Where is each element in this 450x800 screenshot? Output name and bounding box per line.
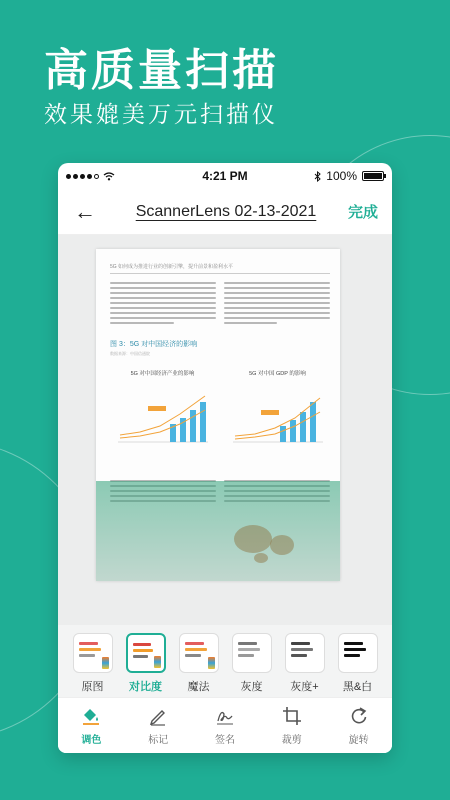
tool-label: 裁剪 — [281, 735, 302, 746]
filter-thumbnail[interactable] — [179, 633, 219, 673]
filter-thumbnail[interactable] — [285, 633, 325, 673]
doc-text-left — [110, 279, 216, 327]
chart-economy-title: 5G 对中国经济产业的影响 — [130, 371, 195, 377]
paint-bucket-icon — [81, 706, 101, 726]
back-arrow-icon[interactable]: ← — [74, 198, 96, 224]
status-bar — [58, 163, 392, 189]
filter-label: 黑&白 — [342, 681, 373, 693]
bluetooth-icon — [314, 171, 321, 182]
filter-thumbnail[interactable] — [126, 633, 166, 673]
filter-original[interactable] — [70, 633, 116, 697]
coffee-stain — [234, 525, 272, 553]
chart-economy-graphic — [110, 380, 210, 450]
chart-gdp — [225, 369, 330, 455]
battery-percent: 100% — [326, 169, 357, 183]
done-button[interactable]: 完成 — [347, 204, 378, 221]
pen-icon — [148, 706, 168, 726]
nav-bar — [58, 189, 392, 235]
filter-label: 灰度 — [240, 681, 263, 693]
doc-header: 5G 如何成为推进行业的创新引擎，提升前景和盈利水平 — [110, 263, 330, 274]
filter-label: 原图 — [81, 681, 104, 693]
filter-thumbnail[interactable] — [73, 633, 113, 673]
filter-black-white[interactable] — [335, 633, 381, 697]
wifi-icon — [103, 172, 115, 181]
coffee-stain — [270, 535, 294, 555]
filter-grayscale-plus[interactable] — [282, 633, 328, 697]
battery-icon — [362, 171, 384, 181]
filter-thumbnail[interactable] — [338, 633, 378, 673]
signature-icon — [215, 706, 235, 726]
figure-source: 数据来源：中国信通院 — [110, 351, 150, 356]
filter-thumbnail[interactable] — [232, 633, 272, 673]
tool-signature[interactable] — [200, 705, 250, 746]
tool-label: 签名 — [214, 735, 235, 746]
document-title[interactable]: ScannerLens 02-13-2021 — [135, 202, 317, 220]
bottom-toolbar — [58, 697, 392, 753]
contrast-preview-overlay — [96, 481, 340, 581]
filter-grayscale[interactable] — [229, 633, 275, 697]
tool-label: 标记 — [148, 735, 169, 746]
tool-markup[interactable] — [133, 705, 183, 746]
tool-label: 旋转 — [348, 735, 369, 746]
signal-icon — [66, 174, 99, 179]
tool-rotate[interactable] — [334, 705, 384, 746]
filter-label: 魔法 — [187, 681, 210, 693]
filter-magic[interactable] — [176, 633, 222, 697]
subline: 效果媲美万元扫描仪 — [44, 101, 278, 127]
tool-crop[interactable] — [267, 705, 317, 746]
chart-gdp-graphic — [225, 380, 325, 450]
filter-label: 对比度 — [129, 681, 162, 693]
status-time: 4:21 PM — [202, 169, 248, 183]
filter-contrast[interactable] — [123, 633, 169, 697]
document-viewer — [58, 235, 392, 625]
figure-title: 图 3：5G 对中国经济的影响 — [110, 341, 198, 348]
chart-gdp-title: 5G 对中国 GDP 的影响 — [249, 371, 306, 377]
coffee-stain — [254, 553, 268, 563]
phone-frame — [58, 163, 392, 753]
crop-icon — [282, 706, 302, 726]
chart-economy — [110, 369, 215, 455]
headline: 高质量扫描 — [44, 46, 279, 95]
rotate-icon — [349, 706, 369, 726]
tool-label: 调色 — [81, 735, 102, 746]
filter-strip — [58, 625, 392, 697]
tool-adjust-color[interactable] — [66, 705, 116, 746]
filter-label: 灰度+ — [290, 681, 319, 693]
doc-text-right — [224, 279, 330, 327]
